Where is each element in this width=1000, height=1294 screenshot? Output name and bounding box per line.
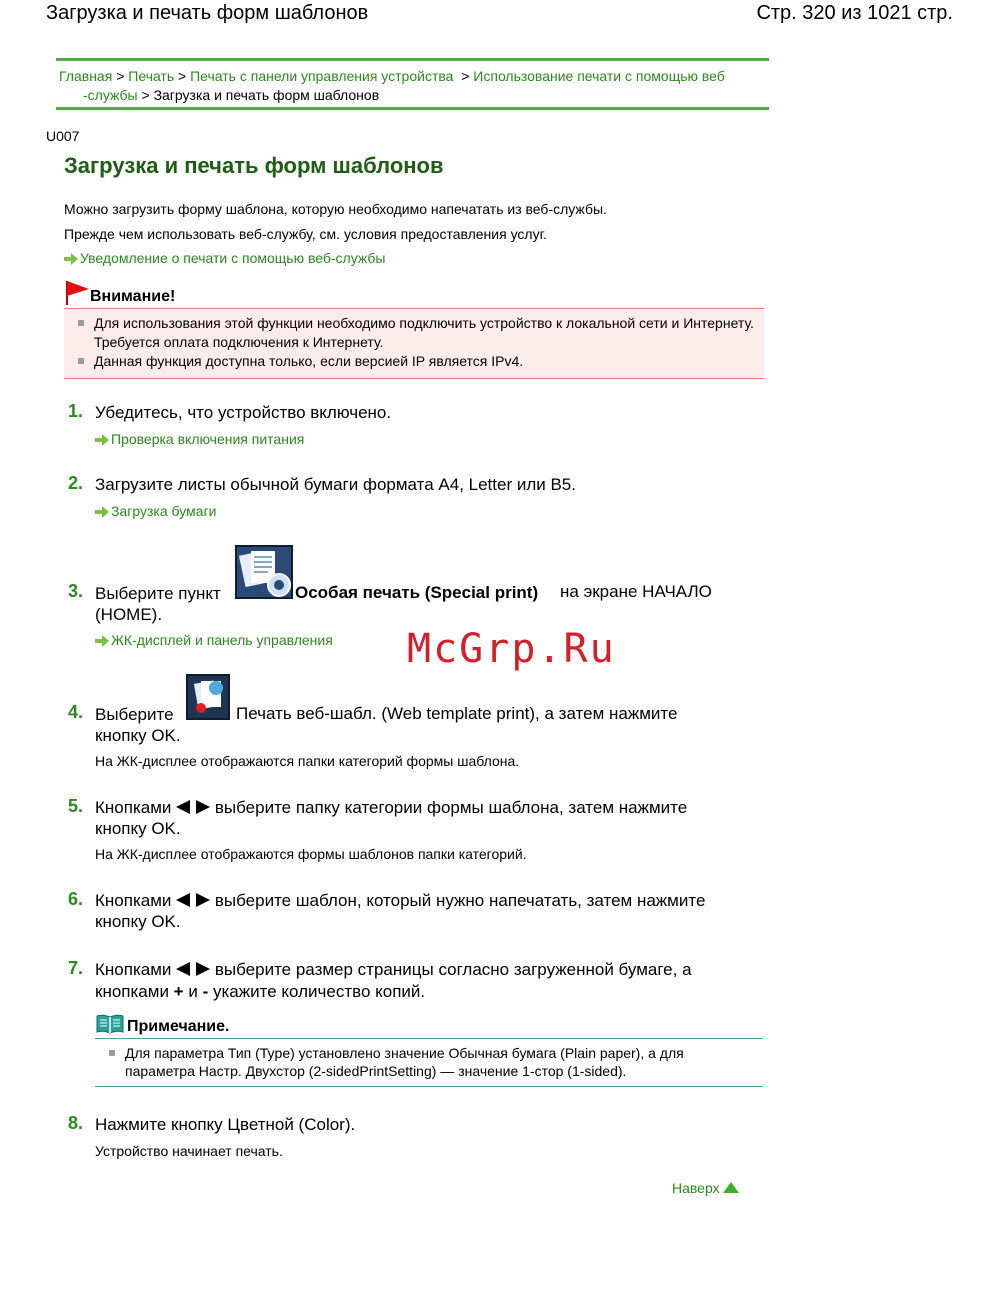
- arrow-right-icon: [64, 253, 78, 265]
- breadcrumb-home[interactable]: Главная: [59, 68, 113, 84]
- intro-link[interactable]: Уведомление о печати с помощью веб-службы: [80, 250, 386, 266]
- breadcrumb-web-service-cont[interactable]: -службы: [83, 87, 138, 103]
- step-number: 3.: [68, 581, 84, 601]
- note-box: [95, 1038, 763, 1087]
- note-title: Примечание.: [127, 1018, 230, 1035]
- breadcrumb-print[interactable]: Печать: [128, 68, 175, 84]
- page-code: U007: [46, 128, 80, 144]
- step-text: Выберите пункт: [95, 584, 221, 603]
- minus-key: -: [202, 982, 209, 1001]
- step-number: 5.: [68, 796, 84, 816]
- step-link-row: [95, 632, 333, 648]
- breadcrumb-sep: >: [178, 68, 187, 84]
- step-number: 4.: [68, 702, 84, 722]
- step-text: Выберите: [95, 705, 174, 724]
- red-flag-icon: [64, 280, 90, 306]
- step-result: На ЖК-дисплее отображаются формы шаблонов папки категорий.: [95, 846, 527, 862]
- web-template-print-icon: [186, 674, 230, 720]
- step-result: Устройство начинает печать.: [95, 1143, 283, 1159]
- arrow-right-icon: [95, 434, 109, 446]
- step-text-cont: (HOME).: [95, 605, 163, 624]
- note-item: Для параметра Тип (Type) установлено значение Обычная бумага (Plain paper), а для параметра Настр. Двухстор (2-sidedPrintSetting) — значение 1-стор (1-sided).: [109, 1044, 753, 1080]
- bullet-icon: [78, 358, 84, 364]
- breadcrumb-sep: >: [461, 68, 470, 84]
- step-text-cont: кнопку OK.: [95, 819, 181, 838]
- caution-box: [64, 308, 764, 379]
- page-title: Загрузка и печать форм шаблонов: [64, 153, 444, 178]
- power-check-link[interactable]: Проверка включения питания: [111, 431, 305, 447]
- plus-key: +: [173, 982, 184, 1001]
- breadcrumb-web-service[interactable]: Использование печати с помощью веб: [473, 68, 725, 84]
- step-text-cont: на экране НАЧАЛО: [560, 582, 712, 601]
- note-block: [95, 1014, 763, 1087]
- step-text: Кнопками выберите шаблон, который нужно напечатать, затем нажмите: [95, 891, 706, 910]
- breadcrumb-current: Загрузка и печать форм шаблонов: [153, 87, 380, 103]
- page-header-title: Загрузка и печать форм шаблонов: [46, 2, 369, 24]
- left-right-arrows-icon: [176, 800, 210, 814]
- step-number: 2.: [68, 473, 84, 493]
- intro-line-2: Прежде чем использовать веб-службу, см. условия предоставления услуг.: [64, 226, 547, 242]
- step-number: 1.: [68, 401, 84, 421]
- load-paper-link[interactable]: Загрузка бумаги: [111, 503, 217, 519]
- step-result: На ЖК-дисплее отображаются папки категорий формы шаблона.: [95, 753, 520, 769]
- open-book-icon: [96, 1014, 124, 1034]
- step-text: Загрузите листы обычной бумаги формата A4, Letter или B5.: [95, 475, 576, 494]
- bullet-icon: [109, 1050, 115, 1056]
- intro-link-row: [64, 250, 386, 266]
- breadcrumb-panel-print[interactable]: Печать с панели управления устройства: [190, 68, 454, 84]
- left-right-arrows-icon: [176, 893, 210, 907]
- breadcrumb-sep: >: [141, 87, 150, 103]
- breadcrumb-sep: >: [116, 68, 125, 84]
- caution-item: Для использования этой функции необходимо подключить устройство к локальной сети и Интернету. Требуется оплата подключения к Интернету.: [78, 314, 754, 352]
- page-number: Стр. 320 из 1021 стр.: [756, 2, 953, 24]
- step-number: 7.: [68, 958, 84, 978]
- caution-title-row: [64, 280, 764, 308]
- step-link-row: [95, 503, 216, 519]
- caution-title: Внимание!: [90, 288, 176, 305]
- watermark: McGrp.Ru: [407, 626, 616, 672]
- step-text: Кнопками выберите размер страницы согласно загруженной бумаге, а: [95, 960, 692, 979]
- arrow-right-icon: [95, 635, 109, 647]
- intro-line-1: Можно загрузить форму шаблона, которую необходимо напечатать из веб-службы.: [64, 201, 607, 217]
- bullet-icon: [78, 320, 84, 326]
- left-right-arrows-icon: [176, 962, 210, 976]
- step-text-cont: кнопку OK.: [95, 912, 181, 931]
- caution-item: Данная функция доступна только, если версией IP является IPv4.: [78, 352, 754, 371]
- special-print-icon: [235, 545, 293, 599]
- breadcrumb: [56, 58, 769, 110]
- lcd-panel-link[interactable]: ЖК-дисплей и панель управления: [111, 632, 333, 648]
- step-number: 6.: [68, 889, 84, 909]
- arrow-right-icon: [95, 506, 109, 518]
- step-text-cont: Печать веб-шабл. (Web template print), а затем нажмите: [236, 704, 678, 723]
- step-link-row: [95, 431, 304, 447]
- back-to-top-link[interactable]: Наверх: [672, 1180, 739, 1196]
- step-text: Убедитесь, что устройство включено.: [95, 403, 392, 422]
- step-text: Кнопками выберите папку категории формы шаблона, затем нажмите: [95, 798, 688, 817]
- special-print-label: Особая печать (Special print): [295, 583, 539, 602]
- step-text: Нажмите кнопку Цветной (Color).: [95, 1115, 356, 1134]
- up-triangle-icon: [723, 1182, 739, 1193]
- step-number: 8.: [68, 1113, 84, 1133]
- step-text-cont: кнопку OK.: [95, 726, 181, 745]
- note-title-row: [95, 1014, 763, 1038]
- step-text-cont: кнопками + и - укажите количество копий.: [95, 982, 426, 1001]
- caution-block: [64, 280, 764, 379]
